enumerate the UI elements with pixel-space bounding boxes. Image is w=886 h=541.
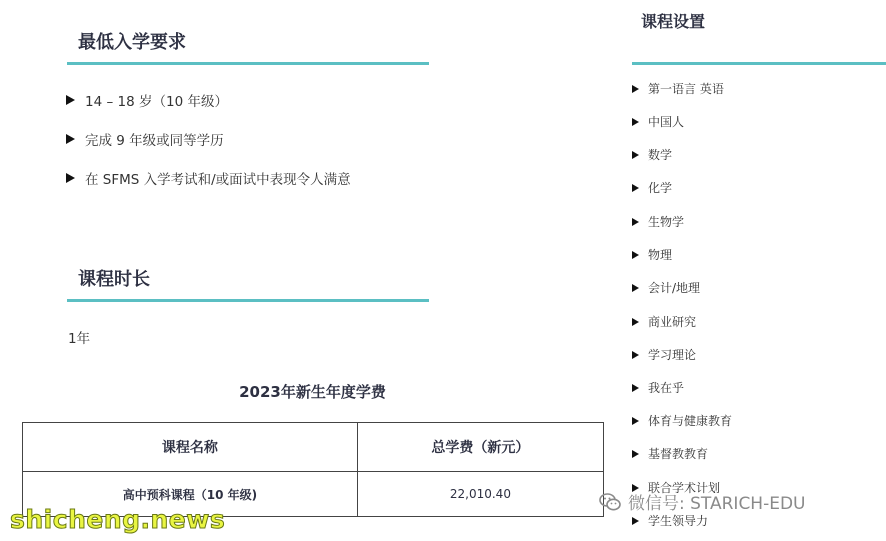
- wechat-icon: [598, 490, 622, 514]
- duration-value: 1年: [68, 331, 91, 347]
- list-item: [632, 213, 684, 230]
- site-watermark: shicheng.news: [10, 505, 226, 534]
- course-label: 化学: [648, 181, 673, 195]
- course-label: 基督教教育: [648, 447, 709, 461]
- bullet-triangle-icon: [632, 351, 639, 359]
- fee-amount: 22,010.40: [357, 472, 603, 517]
- course-label: 商业研究: [648, 315, 697, 329]
- course-label: 第一语言 英语: [648, 82, 724, 96]
- list-item: [632, 313, 696, 330]
- course-label: 中国人: [648, 115, 685, 129]
- list-item: [632, 279, 700, 296]
- list-item: [632, 113, 684, 130]
- list-item: [632, 445, 708, 462]
- bullet-triangle-icon: [632, 384, 639, 392]
- course-label: 学习理论: [648, 348, 697, 362]
- list-item: [632, 80, 724, 97]
- admission-title-rule: [67, 62, 429, 65]
- course-label: 会计/地理: [648, 281, 701, 295]
- course-label: 我在乎: [648, 381, 685, 395]
- bullet-triangle-icon: [66, 173, 75, 183]
- bullet-triangle-icon: [632, 417, 639, 425]
- fee-course-name: 高中预科课程（10 年级): [23, 472, 358, 517]
- admission-item-text: 14 – 18 岁（10 年级）: [85, 94, 228, 110]
- fee-header-course: 课程名称: [23, 423, 358, 472]
- list-item: [632, 179, 672, 196]
- list-item: [632, 379, 684, 396]
- bullet-triangle-icon: [66, 134, 75, 144]
- bullet-triangle-icon: [632, 251, 639, 259]
- bullet-triangle-icon: [632, 85, 639, 93]
- bullet-triangle-icon: [632, 151, 639, 159]
- list-item: [632, 412, 732, 429]
- fee-table-header-row: [23, 423, 604, 472]
- wechat-watermark-text: 微信号: STARICH-EDU: [628, 494, 806, 514]
- duration-title: 课程时长: [78, 269, 150, 290]
- admission-item: [66, 129, 224, 149]
- bullet-triangle-icon: [66, 95, 75, 105]
- bullet-triangle-icon: [632, 517, 639, 525]
- fee-table: [22, 422, 604, 517]
- admission-title: 最低入学要求: [78, 32, 186, 53]
- bullet-triangle-icon: [632, 184, 639, 192]
- admission-item: [66, 90, 228, 110]
- bullet-triangle-icon: [632, 318, 639, 326]
- course-label: 体育与健康教育: [648, 414, 733, 428]
- duration-title-rule: [67, 299, 429, 302]
- courses-title-rule: [632, 62, 886, 65]
- list-item: [632, 146, 672, 163]
- course-label: 数学: [648, 148, 673, 162]
- list-item: [632, 346, 696, 363]
- courses-title: 课程设置: [641, 12, 706, 31]
- course-label: 学生领导力: [648, 514, 709, 528]
- list-item: [632, 512, 708, 529]
- fee-table-title: 2023年新生年度学费: [239, 383, 386, 401]
- list-item: [632, 246, 672, 263]
- admission-item: [66, 168, 351, 188]
- fee-header-total: 总学费（新元）: [357, 423, 603, 472]
- admission-item-text: 完成 9 年级或同等学历: [85, 133, 224, 149]
- course-label: 物理: [648, 248, 673, 262]
- wechat-watermark: [598, 489, 806, 514]
- bullet-triangle-icon: [632, 450, 639, 458]
- admission-item-text: 在 SFMS 入学考试和/或面试中表现令人满意: [85, 172, 351, 188]
- course-label: 联合学术计划: [648, 481, 721, 495]
- bullet-triangle-icon: [632, 284, 639, 292]
- bullet-triangle-icon: [632, 218, 639, 226]
- bullet-triangle-icon: [632, 118, 639, 126]
- course-label: 生物学: [648, 215, 685, 229]
